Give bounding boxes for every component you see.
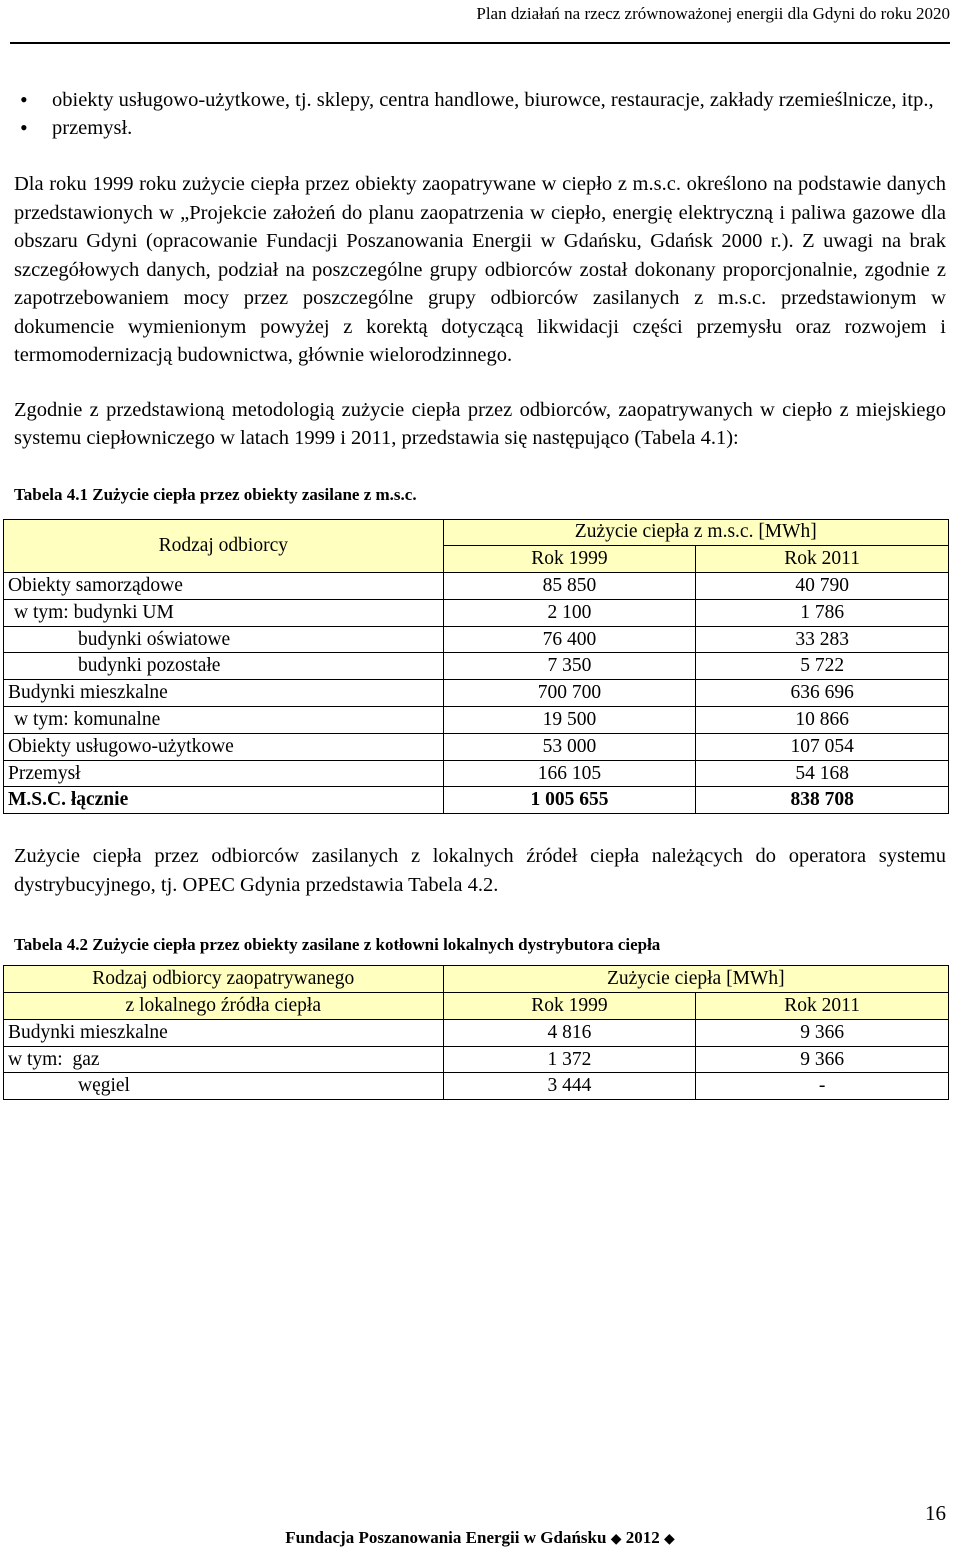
paragraph: Zgodnie z przedstawioną metodologią zużycie ciepła przez odbiorców, zaopatrywanych w ciepło z miejskiego systemu ciepłowniczego w latach 1999 i 2011, przedstawia się następująco (Tabela 4.1): bbox=[14, 398, 946, 449]
cell-2011: - bbox=[696, 1073, 949, 1100]
table-row bbox=[4, 653, 949, 680]
cell-1999: 76 400 bbox=[443, 626, 696, 653]
row-label: Budynki mieszkalne bbox=[4, 680, 444, 707]
cell-1999: 3 444 bbox=[443, 1073, 696, 1100]
table-caption: Tabela 4.2 Zużycie ciepła przez obiekty zasilane z kotłowni lokalnych dystrybutora ciepła bbox=[14, 935, 661, 955]
col-header: Rodzaj odbiorcy bbox=[4, 519, 444, 573]
cell-1999: 166 105 bbox=[443, 760, 696, 787]
row-label: Obiekty usługowo-użytkowe bbox=[4, 733, 444, 760]
cell-2011: 5 722 bbox=[696, 653, 949, 680]
table-caption: Tabela 4.1 Zużycie ciepła przez obiekty zasilane z m.s.c. bbox=[14, 484, 417, 504]
row-label: budynki pozostałe bbox=[4, 653, 444, 680]
cell-1999: 1 005 655 bbox=[443, 787, 696, 814]
bullet-item: • obiekty usługowo-użytkowe, tj. sklepy, centra handlowe, biurowce, restauracje, zakłady rzemieślnicze, itp., bbox=[52, 86, 946, 114]
page-number: 16 bbox=[925, 1501, 946, 1525]
cell-2011: 54 168 bbox=[696, 760, 949, 787]
table-row bbox=[4, 680, 949, 707]
row-label: w tym: gaz bbox=[4, 1046, 444, 1073]
year-header: Rok 2011 bbox=[696, 546, 949, 573]
col-header-line1: Rodzaj odbiorcy zaopatrywanego bbox=[4, 966, 444, 993]
col-header-line2: z lokalnego źródła ciepła bbox=[4, 993, 444, 1020]
row-label: Obiekty samorządowe bbox=[4, 573, 444, 600]
row-label: Budynki mieszkalne bbox=[4, 1019, 444, 1046]
table-row bbox=[4, 599, 949, 626]
cell-2011: 33 283 bbox=[696, 626, 949, 653]
page-header bbox=[10, 2, 950, 44]
header-title: Plan działań na rzecz zrównoważonej energii dla Gdyni do roku 2020 bbox=[476, 4, 950, 23]
year-header: Rok 2011 bbox=[696, 993, 949, 1020]
cell-2011: 40 790 bbox=[696, 573, 949, 600]
table-row bbox=[4, 707, 949, 734]
cell-2011: 10 866 bbox=[696, 707, 949, 734]
cell-2011: 9 366 bbox=[696, 1046, 949, 1073]
cell-2011: 107 054 bbox=[696, 733, 949, 760]
group-header: Zużycie ciepła [MWh] bbox=[443, 966, 948, 993]
heat-consumption-table-local bbox=[3, 965, 949, 1100]
row-label: w tym: budynki UM bbox=[4, 599, 444, 626]
table-row bbox=[4, 1073, 949, 1100]
cell-1999: 85 850 bbox=[443, 573, 696, 600]
cell-1999: 1 372 bbox=[443, 1046, 696, 1073]
row-label: węgiel bbox=[4, 1073, 444, 1100]
footer-year: 2012 bbox=[625, 1528, 660, 1547]
row-label: M.S.C. łącznie bbox=[4, 787, 444, 814]
cell-1999: 7 350 bbox=[443, 653, 696, 680]
cell-1999: 700 700 bbox=[443, 680, 696, 707]
table-row bbox=[4, 760, 949, 787]
page-footer bbox=[0, 1528, 960, 1548]
group-header: Zużycie ciepła z m.s.c. [MWh] bbox=[443, 519, 948, 546]
cell-2011: 636 696 bbox=[696, 680, 949, 707]
cell-2011: 9 366 bbox=[696, 1019, 949, 1046]
table-row bbox=[4, 1046, 949, 1073]
table-row bbox=[4, 733, 949, 760]
diamond-icon: ◆ bbox=[610, 1532, 622, 1547]
row-label: budynki oświatowe bbox=[4, 626, 444, 653]
footer-text: Fundacja Poszanowania Energii w Gdańsku bbox=[285, 1528, 607, 1547]
year-header: Rok 1999 bbox=[443, 546, 696, 573]
cell-1999: 19 500 bbox=[443, 707, 696, 734]
year-header: Rok 1999 bbox=[443, 993, 696, 1020]
page-content bbox=[8, 86, 946, 1100]
paragraph: Dla roku 1999 roku zużycie ciepła przez obiekty zaopatrywane w ciepło z m.s.c. określono na podstawie danych przedstawionych w „Projekcie założeń do planu zaopatrzenia w ciepło, energię elektryczną i paliwa gazowe dla obszaru Gdyni (opracowanie Fundacji Poszanowania Energii w Gdańsku, Gdańsk 2000 r.). Z uwagi na brak szczegółowych danych, podział na poszczególne grupy odbiorców został dokonany proporcjonalnie, zgodnie z zapotrzebowaniem mocy przez poszczególne grupy odbiorców zasilanych z m.s.c. przedstawionym w dokumencie wymienionym powyżej z korektą dotyczącą likwidacji części przemysłu oraz rozwojem i termomodernizacją budownictwa, głównie wielorodzinnego. bbox=[14, 173, 946, 366]
paragraph: Zużycie ciepła przez odbiorców zasilanych z lokalnych źródeł ciepła należących do operatora systemu dystrybucyjnego, tj. OPEC Gdynia przedstawia Tabela 4.2. bbox=[14, 845, 946, 896]
table-total-row bbox=[4, 787, 949, 814]
row-label: Przemysł bbox=[4, 760, 444, 787]
cell-1999: 4 816 bbox=[443, 1019, 696, 1046]
bullet-list bbox=[14, 86, 946, 142]
cell-2011: 838 708 bbox=[696, 787, 949, 814]
table-row bbox=[4, 1019, 949, 1046]
heat-consumption-table-msc bbox=[3, 519, 949, 815]
cell-1999: 53 000 bbox=[443, 733, 696, 760]
diamond-icon: ◆ bbox=[663, 1532, 675, 1547]
cell-1999: 2 100 bbox=[443, 599, 696, 626]
bullet-item: • przemysł. bbox=[52, 114, 946, 142]
table-row bbox=[4, 626, 949, 653]
table-row bbox=[4, 573, 949, 600]
row-label: w tym: komunalne bbox=[4, 707, 444, 734]
cell-2011: 1 786 bbox=[696, 599, 949, 626]
